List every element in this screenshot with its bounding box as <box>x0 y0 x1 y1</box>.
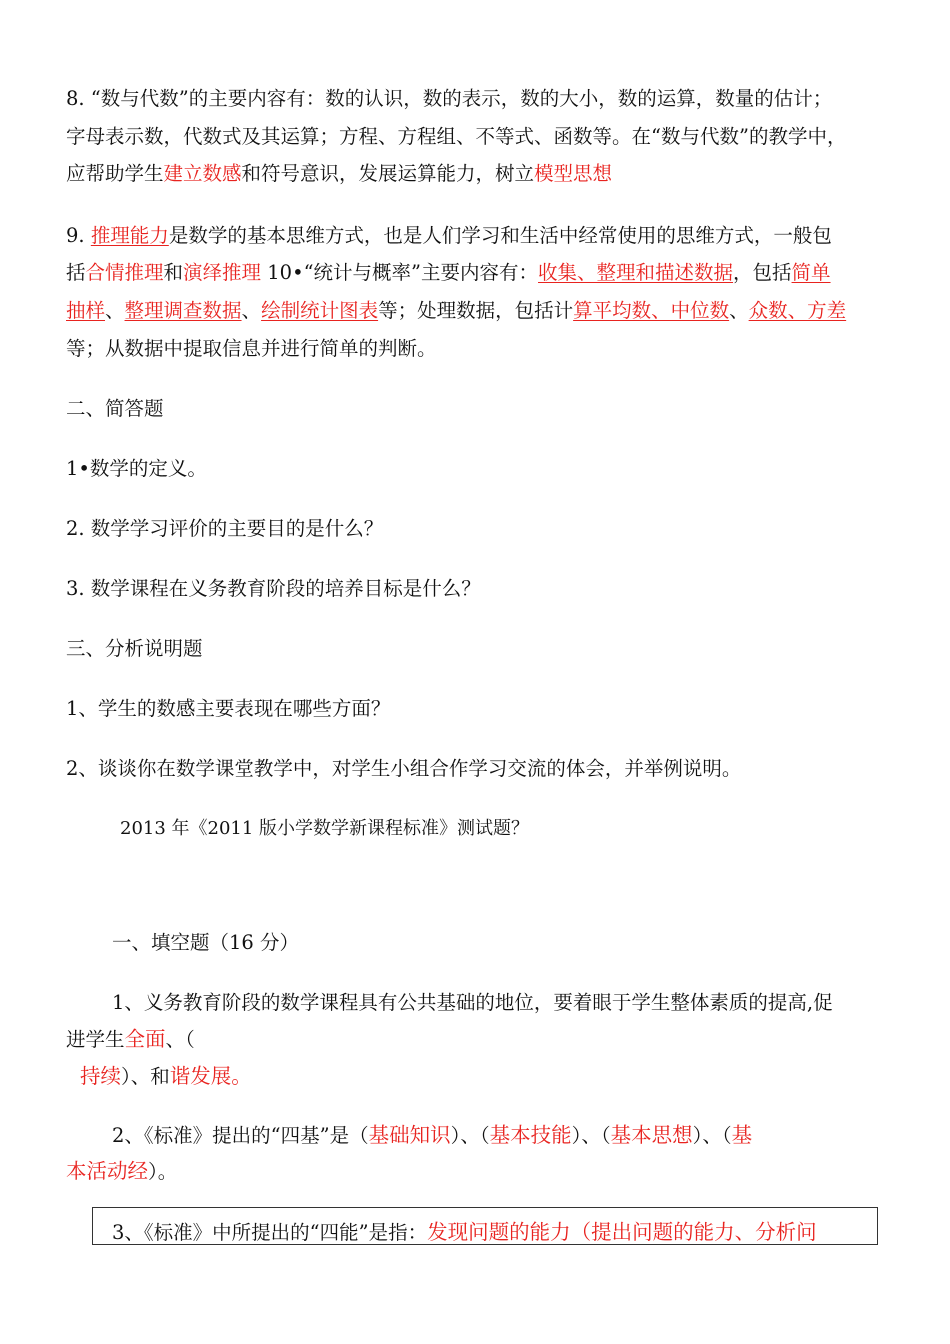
q10-text: 、 <box>241 299 262 322</box>
q9-line-2 <box>66 260 890 286</box>
fill-1-text: 进学生 <box>66 1028 125 1051</box>
fill-2-text: ）。 <box>148 1160 178 1183</box>
fill-item-2-line-1 <box>112 1122 890 1149</box>
fill-1-answer-comprehensive: 全面 <box>124 1027 166 1051</box>
fill-item-2-line-2 <box>66 1158 890 1185</box>
q10-text: 、 <box>729 299 749 322</box>
section-3-question-1: 1、学生的数感主要表现在哪些方面？ <box>66 697 391 720</box>
q10-answer-collect-data: 收集、整理和描述数据 <box>538 261 734 284</box>
fill-3-text: 3、《标准》中所提出的“四能”是指： <box>112 1221 428 1244</box>
q9-line-4: 等；从数据中提取信息并进行简单的判断。 <box>66 337 437 360</box>
q10-text: 等；处理数据，包括计 <box>378 299 574 322</box>
q9-answer-plausible-reasoning: 合情推理 <box>85 261 164 284</box>
fill-2-text: 2、《标准》提出的“四基”是（ <box>112 1124 369 1147</box>
q9-text: 和 <box>163 261 184 284</box>
q8-text: 和符号意识，发展运算能力，树立 <box>241 162 535 185</box>
section-2-question-3: 3. 数学课程在义务教育阶段的培养目标是什么？ <box>66 577 481 600</box>
q10-text: 、 <box>105 299 125 322</box>
fill-2-answer-basic-knowledge: 基础知识 <box>368 1123 451 1147</box>
fill-item-1-line-2 <box>66 1026 890 1053</box>
fill-1-answer-sustainable: 持续 <box>80 1064 121 1088</box>
q10-text: 10•“统计与概率”主要内容有： <box>261 261 539 284</box>
section-2-question-1: 1•数学的定义。 <box>66 457 207 480</box>
test-title: 2013 年《2011 版小学数学新课程标准》测试题？ <box>120 818 530 839</box>
q10-answer-mean-median: 算平均数、中位数 <box>573 299 730 322</box>
fill-item-1-line-1: 1、义务教育阶段的数学课程具有公共基础的地位，要着眼于学生整体素质的提高,促 <box>112 991 833 1014</box>
q9-answer-reasoning: 推理能力 <box>90 224 169 247</box>
q8-answer-model-thinking: 模型思想 <box>534 162 613 185</box>
fill-2-answer-basic-activity-start: 基 <box>731 1123 753 1147</box>
fill-section-heading: 一、填空题（16 分） <box>112 931 300 954</box>
q8-answer-number-sense: 建立数感 <box>163 162 242 185</box>
fill-2-answer-basic-skills: 基本技能 <box>489 1123 572 1147</box>
q8-line-3 <box>66 161 890 187</box>
fill-2-answer-basic-ideas: 基本思想 <box>610 1123 693 1147</box>
fill-2-answer-basic-activity-end: 本活动经 <box>66 1159 148 1183</box>
fill-3-answer-find-problems: 发现问题的能力（提出问题的能力、分析问 <box>427 1220 817 1244</box>
q9-line-1 <box>66 223 890 249</box>
q8-line-2: 字母表示数，代数式及其运算；方程、方程组、不等式、函数等。在“数与代数”的教学中， <box>66 125 847 148</box>
q8-line-1: 8. “数与代数”的主要内容有：数的认识，数的表示，数的大小，数的运算，数量的估计； <box>66 87 833 110</box>
q8-text: 应帮助学生 <box>66 162 164 185</box>
q9-number: 9. <box>66 224 91 247</box>
fill-item-3-line-1 <box>112 1219 890 1246</box>
section-3-heading: 三、分析说明题 <box>66 637 203 660</box>
q9-answer-deductive-reasoning: 演绎推理 <box>183 261 262 284</box>
q10-answer-simple: 简单 <box>791 261 831 284</box>
q10-answer-sampling: 抽样 <box>66 299 106 322</box>
section-3-question-2: 2、谈谈你在数学课堂教学中，对学生小组合作学习交流的体会，并举例说明。 <box>66 757 742 780</box>
fill-1-answer-harmonious: 谐发展。 <box>169 1064 252 1088</box>
fill-2-text: ）、（ <box>692 1124 732 1147</box>
q9-text: 是数学的基本思维方式，也是人们学习和生活中经常使用的思维方式，一般包 <box>168 224 832 247</box>
fill-2-text: ）、（ <box>571 1124 611 1147</box>
q10-text: ，包括 <box>733 261 792 284</box>
q10-answer-mode-variance: 众数、方差 <box>748 299 847 322</box>
q9-text: 括 <box>66 261 86 284</box>
q10-answer-survey-data: 整理调查数据 <box>124 299 242 322</box>
fill-item-1-line-3 <box>80 1063 890 1090</box>
fill-1-text: 、（ <box>165 1028 195 1051</box>
q9-line-3 <box>66 298 890 324</box>
section-2-heading: 二、简答题 <box>66 397 164 420</box>
fill-2-text: ）、（ <box>450 1124 490 1147</box>
fill-1-text: ）、和 <box>121 1065 170 1088</box>
section-2-question-2: 2. 数学学习评价的主要目的是什么？ <box>66 517 384 540</box>
q10-answer-draw-charts: 绘制统计图表 <box>261 299 379 322</box>
